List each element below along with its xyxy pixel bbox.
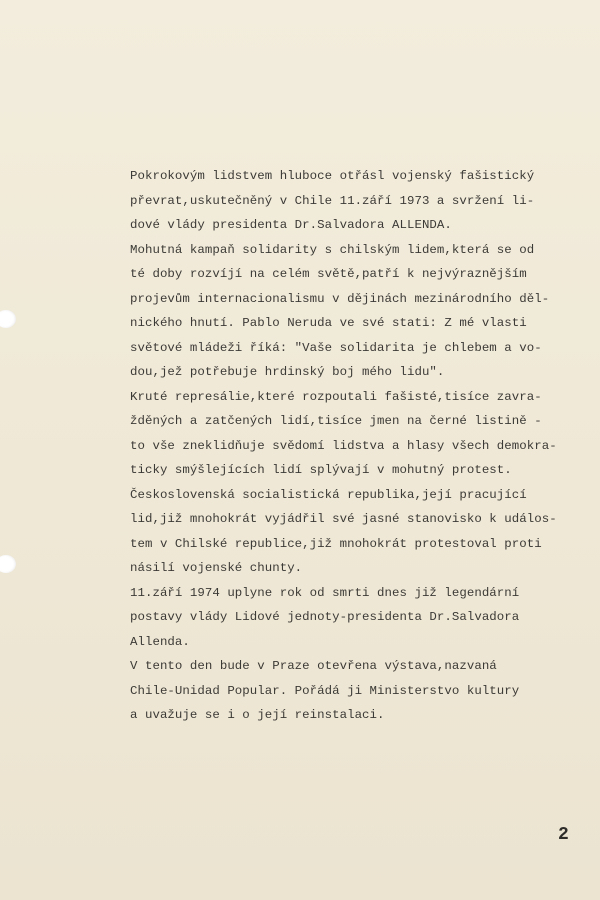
text-line: převrat,uskutečněný v Chile 11.září 1973 a svržení li- <box>130 193 535 208</box>
punch-hole-upper <box>0 310 16 328</box>
text-line: V tento den bude v Praze otevřena výstava,nazvaná <box>130 659 497 673</box>
text-line: Kruté represálie,které rozpoutali fašisté,tisíce zavra- <box>130 389 542 404</box>
text-line: ticky smýšlejících lidí splývají v mohutný protest. <box>130 463 512 477</box>
text-line: projevům internacionalismu v dějinách mezinárodního děl- <box>130 291 550 306</box>
text-line: tem v Chilské republice,již mnohokrát protestoval proti <box>130 536 542 551</box>
punch-hole-lower <box>0 555 16 573</box>
text-line: té doby rozvíjí na celém světě,patří k nejvýraznějším <box>130 267 527 281</box>
text-line: dové vlády presidenta Dr.Salvadora ALLENDA. <box>130 218 452 232</box>
typewritten-body <box>130 164 586 728</box>
text-line: 11.září 1974 uplyne rok od smrti dnes již legendární <box>130 585 520 600</box>
text-line: světové mládeži říká: "Vaše solidarita je chlebem a vo- <box>130 340 542 355</box>
text-line: postavy vlády Lidové jednoty-presidenta Dr.Salvadora <box>130 610 520 624</box>
text-line: dou,jež potřebuje hrdinský boj mého lidu". <box>130 365 445 379</box>
text-line: Pokrokovým lidstvem hluboce otřásl vojenský fašistický <box>130 169 535 183</box>
text-line: lid,již mnohokrát vyjádřil své jasné stanovisko k událos- <box>130 512 557 526</box>
text-line: a uvažuje se i o její reinstalaci. <box>130 708 385 722</box>
text-line: Mohutná kampaň solidarity s chilským lidem,která se od <box>130 242 535 257</box>
text-line: Chile-Unidad Popular. Pořádá ji Ministerstvo kultury <box>130 683 520 698</box>
text-line: nického hnutí. Pablo Neruda ve své stati: Z mé vlasti <box>130 316 527 330</box>
text-line: Allenda. <box>130 634 190 649</box>
text-line: žděných a zatčených lidí,tisíce jmen na černé listině - <box>130 414 542 428</box>
text-line: to vše zneklidňuje svědomí lidstva a hlasy všech demokra- <box>130 438 557 453</box>
page-number: 2 <box>558 825 569 845</box>
text-line: násilí vojenské chunty. <box>130 561 303 575</box>
text-line: Československá socialistická republika,její pracující <box>130 487 527 502</box>
